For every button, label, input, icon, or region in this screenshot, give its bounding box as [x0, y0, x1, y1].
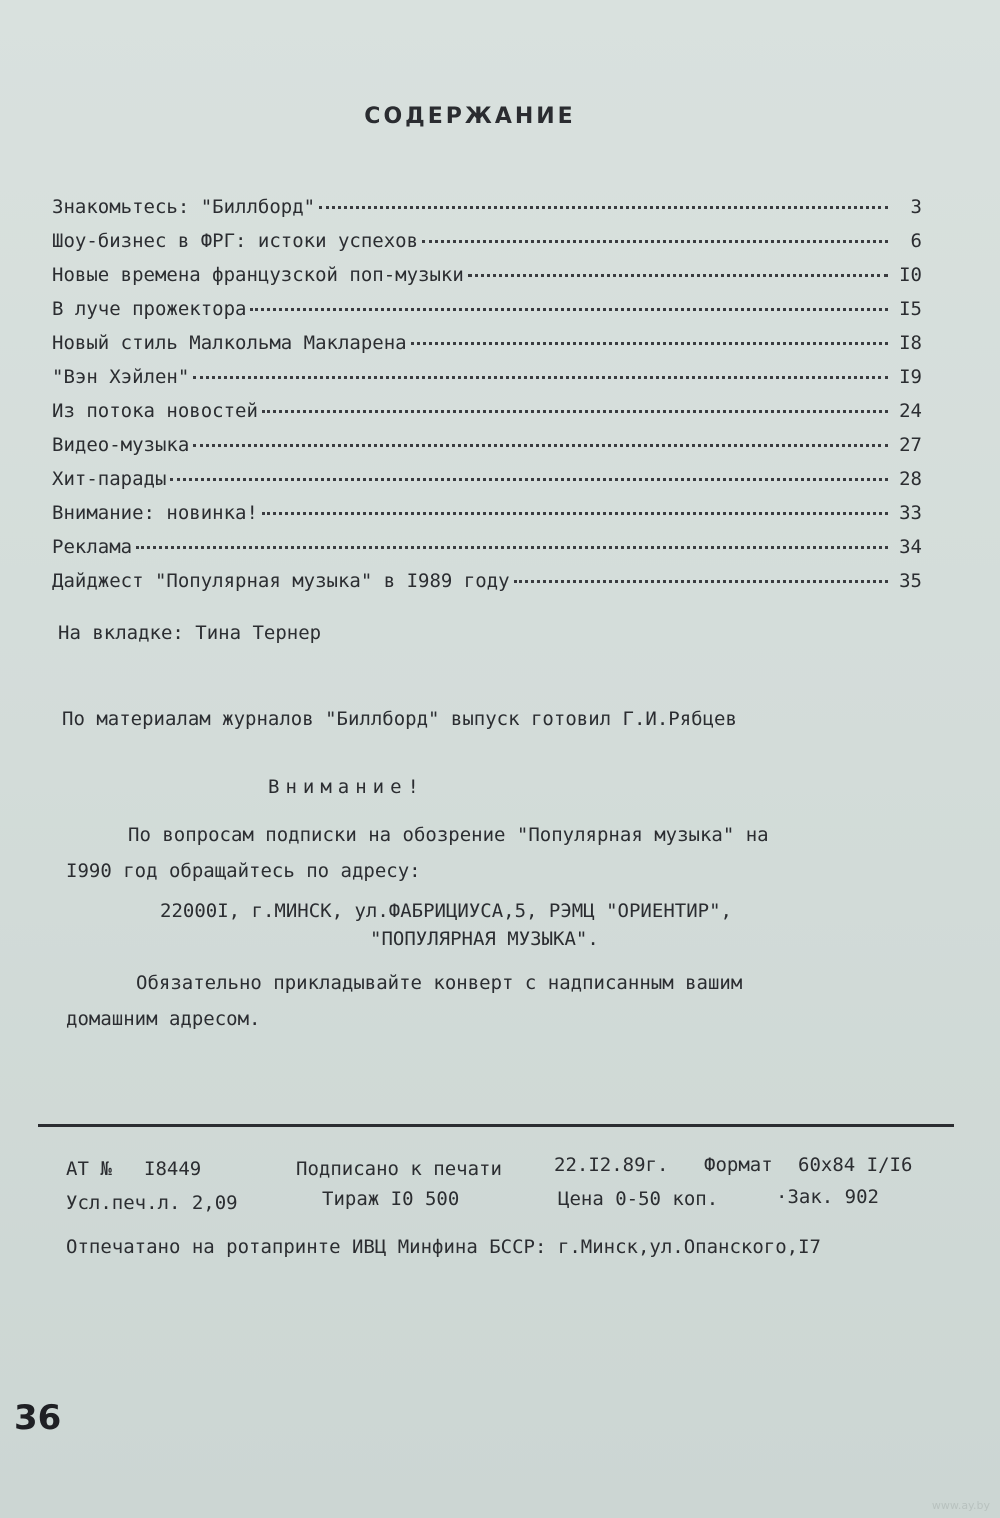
- imprint-printed-by: Отпечатано на ротапринте ИВЦ Минфина БССР: г.Минск,ул.Опанского,I7: [66, 1236, 821, 1258]
- toc-leader: [468, 274, 888, 277]
- site-watermark: www.ay.by: [931, 1499, 990, 1512]
- toc-page: I9: [899, 366, 922, 388]
- notice-text-line: I990 год обращайтесь по адресу:: [66, 860, 421, 882]
- credits-line: По материалам журналов "Биллборд" выпуск готовил Г.И.Рябцев: [62, 708, 737, 730]
- toc-leader: [411, 342, 888, 345]
- toc-row: [52, 332, 922, 366]
- table-of-contents: [52, 196, 922, 604]
- toc-title: Шоу-бизнес в ФРГ: истоки успехов: [52, 230, 419, 252]
- toc-row: [52, 400, 922, 434]
- insert-note: На вкладке: Тина Тернер: [58, 622, 322, 644]
- toc-page: 24: [899, 400, 922, 422]
- toc-title: Новый стиль Малкольма Макларена: [52, 332, 407, 354]
- toc-page: 6: [910, 230, 922, 252]
- toc-title: Из потока новостей: [52, 400, 258, 422]
- toc-leader: [514, 580, 888, 583]
- toc-row: [52, 570, 922, 604]
- imprint-price: Цена 0-50 коп.: [558, 1188, 719, 1210]
- toc-leader: [262, 512, 888, 515]
- toc-leader: [262, 410, 888, 413]
- toc-row: [52, 536, 922, 570]
- toc-page: I5: [899, 298, 922, 320]
- divider: [38, 1124, 954, 1127]
- imprint-print-sheets: Усл.печ.л. 2,09: [66, 1192, 238, 1214]
- toc-title: Видео-музыка: [52, 434, 190, 456]
- toc-title: Знакомьтесь: "Биллборд": [52, 196, 316, 218]
- notice-text-line: Обязательно прикладывайте конверт с надписанным вашим: [136, 972, 743, 994]
- imprint-at-number: I8449: [144, 1158, 202, 1180]
- toc-row: [52, 298, 922, 332]
- imprint-order: ·Зак. 902: [776, 1186, 879, 1208]
- toc-row: [52, 264, 922, 298]
- toc-title: Хит-парады: [52, 468, 167, 490]
- toc-title: "Вэн Хэйлен": [52, 366, 190, 388]
- imprint-signed-date: 22.I2.89г.: [554, 1154, 669, 1176]
- imprint-format-value: 60х84 I/I6: [798, 1154, 913, 1176]
- toc-row: [52, 230, 922, 264]
- toc-leader: [136, 546, 888, 549]
- notice-text-line: домашним адресом.: [66, 1008, 261, 1030]
- imprint-circulation: Тираж I0 500: [322, 1188, 460, 1210]
- toc-row: [52, 468, 922, 502]
- imprint-format-label: Формат: [704, 1154, 773, 1176]
- toc-page: 34: [899, 536, 922, 558]
- toc-page: 27: [899, 434, 922, 456]
- toc-leader: [319, 206, 888, 209]
- toc-page: 35: [899, 570, 922, 592]
- imprint-signed-label: Подписано к печати: [296, 1158, 502, 1180]
- toc-leader: [170, 478, 888, 481]
- toc-page: 28: [899, 468, 922, 490]
- toc-page: I8: [899, 332, 922, 354]
- notice-heading: Внимание!: [268, 776, 425, 798]
- toc-row: [52, 366, 922, 400]
- toc-row: [52, 502, 922, 536]
- toc-leader: [422, 240, 888, 243]
- toc-title: Дайджест "Популярная музыка" в I989 году: [52, 570, 510, 592]
- toc-leader: [193, 444, 888, 447]
- toc-page: I0: [899, 264, 922, 286]
- toc-page: 3: [910, 196, 922, 218]
- address-line: "ПОПУЛЯРНАЯ МУЗЫКА".: [370, 928, 599, 950]
- toc-title: Реклама: [52, 536, 133, 558]
- imprint-at-label: АТ №: [66, 1158, 112, 1180]
- notice-text-line: По вопросам подписки на обозрение "Популярная музыка" на: [128, 824, 769, 846]
- toc-leader: [193, 376, 888, 379]
- toc-leader: [250, 308, 888, 311]
- toc-row: [52, 196, 922, 230]
- toc-title: Внимание: новинка!: [52, 502, 258, 524]
- toc-row: [52, 434, 922, 468]
- toc-title: Новые времена французской поп-музыки: [52, 264, 464, 286]
- toc-title: В луче прожектора: [52, 298, 247, 320]
- address-line: 22000I, г.МИНСК, ул.ФАБРИЦИУСА,5, РЭМЦ "ОРИЕНТИР",: [160, 900, 732, 922]
- toc-page: 33: [899, 502, 922, 524]
- page-title: СОДЕРЖАНИЕ: [364, 104, 576, 129]
- page-number: 36: [14, 1398, 62, 1438]
